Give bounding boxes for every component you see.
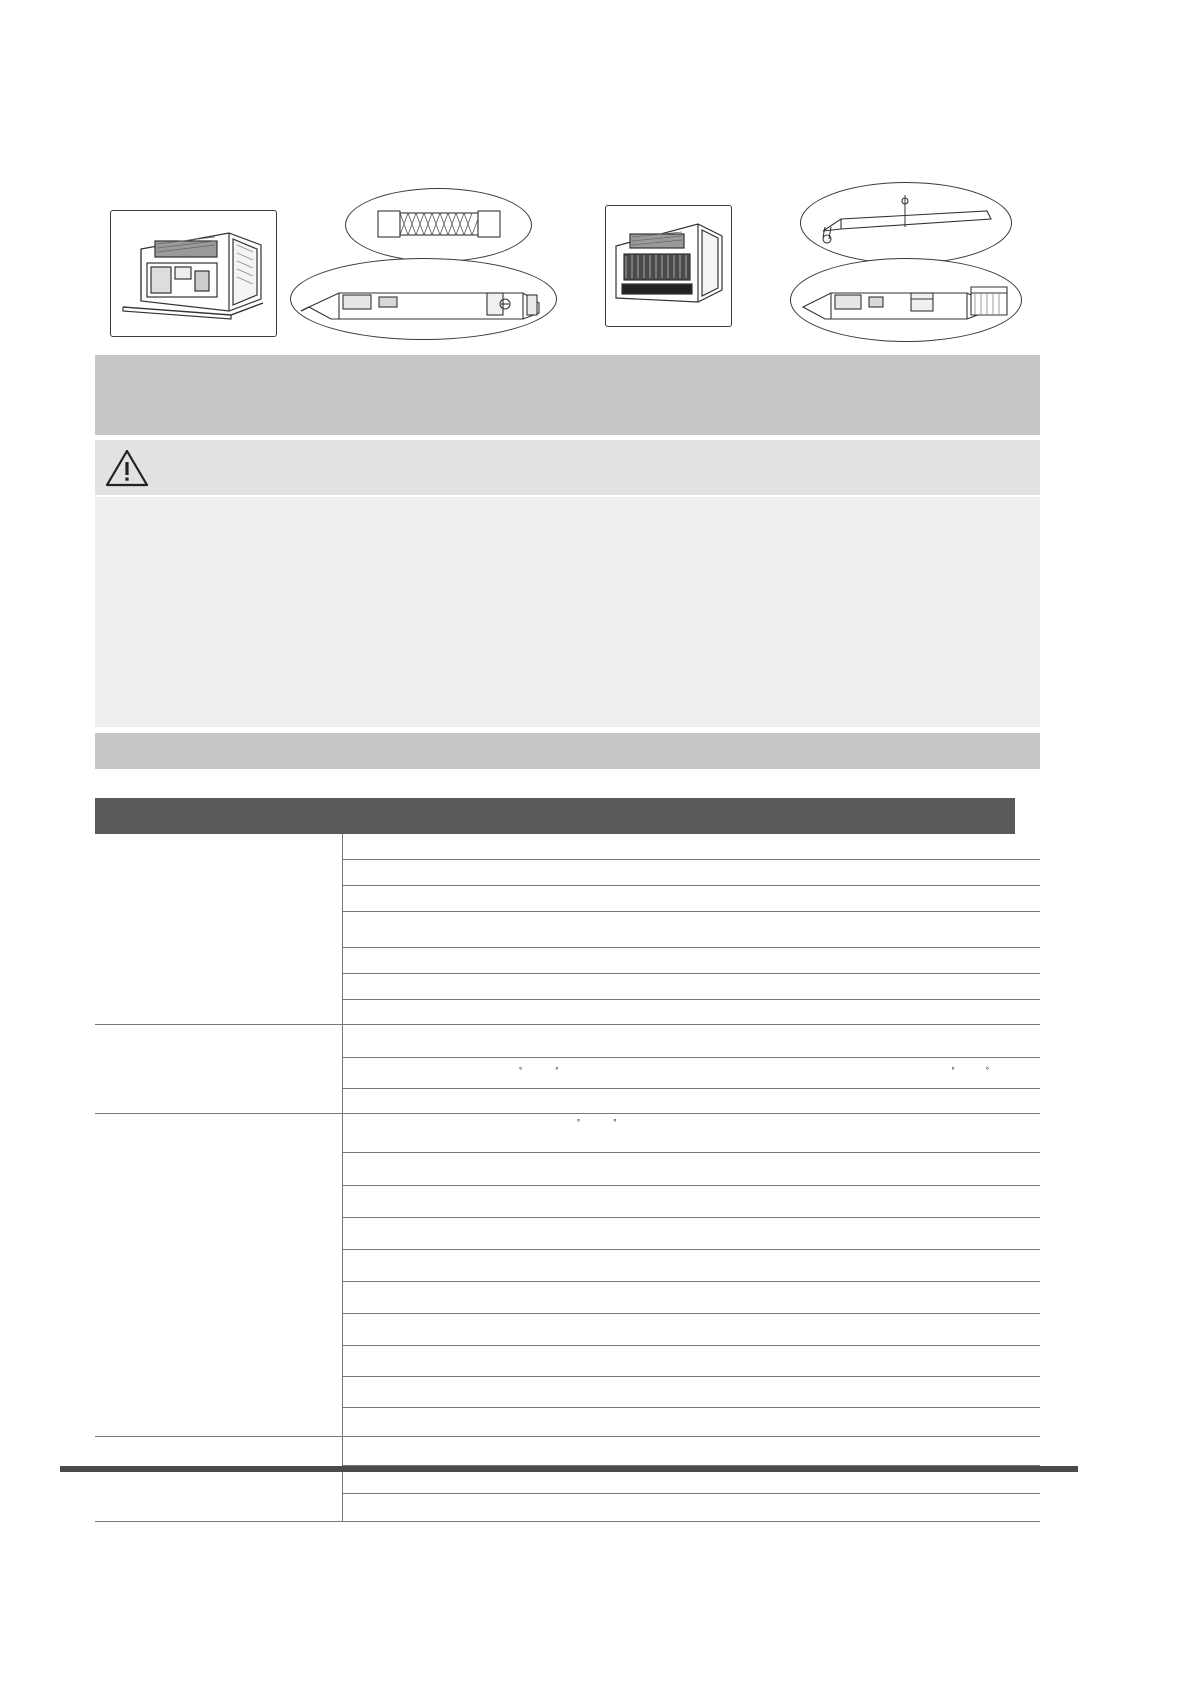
section-banner-specs — [95, 733, 1040, 769]
degree-symbol: ° — [555, 1065, 559, 1075]
chassis-drain-detail-drawing — [791, 259, 1021, 341]
chassis-drain-detail-ellipse — [790, 258, 1022, 342]
row-group-label-2 — [95, 1025, 343, 1114]
row-value — [343, 1377, 1041, 1408]
row-value — [343, 1218, 1041, 1250]
row-value — [343, 1000, 1041, 1025]
table-row — [95, 1025, 1040, 1058]
row-value-with-degrees — [343, 1058, 1041, 1089]
degree-symbol: ° — [951, 1065, 955, 1075]
warning-triangle-icon — [105, 448, 149, 488]
row-value-with-degrees — [343, 1114, 1041, 1153]
row-value — [343, 1250, 1041, 1282]
row-value — [343, 1186, 1041, 1218]
degree-symbol: ° — [613, 1117, 617, 1127]
row-group-label-1 — [95, 834, 343, 1025]
unit-front-view-drawing — [606, 206, 731, 326]
degree-symbol: ° — [985, 1065, 989, 1075]
unit-rear-view-drawing — [111, 211, 276, 336]
table-row — [95, 1114, 1040, 1153]
row-value — [343, 1314, 1041, 1346]
table-row — [95, 1437, 1040, 1466]
unit-rear-view-boxed — [110, 210, 277, 337]
row-value — [343, 1153, 1041, 1186]
row-value — [343, 1346, 1041, 1377]
caution-body — [95, 497, 1040, 727]
chassis-detail-drawing — [291, 259, 556, 339]
row-group-label-4 — [95, 1437, 343, 1522]
figure-row — [95, 180, 1095, 345]
specifications-table-header — [95, 798, 1015, 834]
bracket-detail-ellipse — [800, 182, 1012, 264]
caution-header-bar — [95, 440, 1040, 495]
row-value — [343, 834, 1041, 860]
table-row — [95, 834, 1040, 860]
row-value — [343, 974, 1041, 1000]
row-value — [343, 886, 1041, 912]
row-value — [343, 1494, 1041, 1522]
specifications-table-wrap — [95, 798, 1015, 1522]
row-value — [343, 1089, 1041, 1114]
footer-rule — [60, 1466, 1078, 1472]
degree-symbol: ° — [577, 1117, 581, 1127]
row-group-label-3 — [95, 1114, 343, 1437]
row-value — [343, 1408, 1041, 1437]
bracket-detail-drawing — [801, 183, 1011, 263]
specifications-table — [95, 834, 1040, 1522]
chassis-detail-ellipse — [290, 258, 557, 340]
section-banner-top — [95, 355, 1040, 435]
degree-symbol: ° — [519, 1065, 523, 1075]
row-value — [343, 860, 1041, 886]
unit-front-view-boxed — [605, 205, 732, 327]
row-value — [343, 1282, 1041, 1314]
mesh-detail-ellipse — [345, 188, 532, 262]
row-value — [343, 948, 1041, 974]
row-value — [343, 1025, 1041, 1058]
row-value — [343, 912, 1041, 948]
row-value — [343, 1437, 1041, 1466]
mesh-detail-drawing — [346, 189, 531, 261]
